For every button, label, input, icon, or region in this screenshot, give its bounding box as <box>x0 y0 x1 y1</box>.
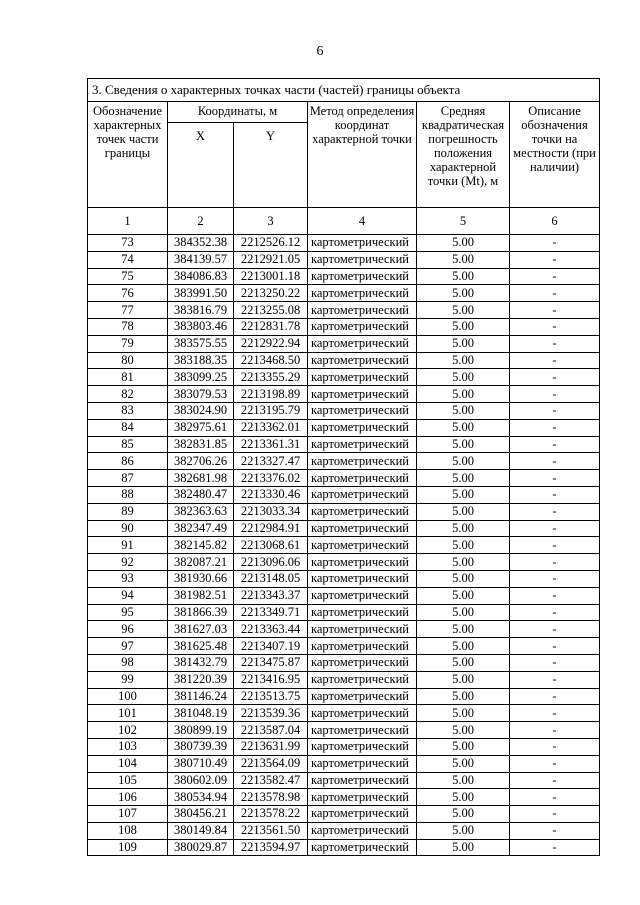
cell-error: 5.00 <box>417 688 510 705</box>
cell-coord-x: 380710.49 <box>168 755 234 772</box>
cell-method: картометрический <box>308 537 417 554</box>
cell-description: - <box>510 520 600 537</box>
cell-coord-y: 2213363.44 <box>234 621 308 638</box>
cell-point-number: 76 <box>88 285 168 302</box>
cell-error: 5.00 <box>417 822 510 839</box>
cell-coord-x: 380456.21 <box>168 806 234 823</box>
cell-error: 5.00 <box>417 318 510 335</box>
header-y: Y <box>234 123 308 208</box>
cell-error: 5.00 <box>417 486 510 503</box>
cell-method: картометрический <box>308 688 417 705</box>
cell-point-number: 97 <box>88 638 168 655</box>
cell-method: картометрический <box>308 654 417 671</box>
table-row <box>88 604 600 621</box>
cell-point-number: 85 <box>88 436 168 453</box>
cell-coord-y: 2213068.61 <box>234 537 308 554</box>
cell-method: картометрический <box>308 235 417 252</box>
cell-method: картометрический <box>308 722 417 739</box>
cell-coord-x: 380602.09 <box>168 772 234 789</box>
cell-coord-x: 382145.82 <box>168 537 234 554</box>
cell-error: 5.00 <box>417 722 510 739</box>
cell-coord-y: 2213343.37 <box>234 587 308 604</box>
cell-error: 5.00 <box>417 621 510 638</box>
cell-point-number: 103 <box>88 738 168 755</box>
cell-coord-y: 2212922.94 <box>234 335 308 352</box>
cell-coord-x: 383188.35 <box>168 352 234 369</box>
column-number-4: 4 <box>308 208 417 235</box>
cell-point-number: 79 <box>88 335 168 352</box>
cell-description: - <box>510 621 600 638</box>
cell-coord-x: 383099.25 <box>168 369 234 386</box>
cell-method: картометрический <box>308 402 417 419</box>
table-row <box>88 688 600 705</box>
cell-description: - <box>510 705 600 722</box>
cell-description: - <box>510 755 600 772</box>
cell-coord-y: 2213033.34 <box>234 503 308 520</box>
cell-method: картометрический <box>308 839 417 856</box>
cell-error: 5.00 <box>417 386 510 403</box>
cell-error: 5.00 <box>417 235 510 252</box>
cell-method: картометрический <box>308 486 417 503</box>
cell-method: картометрический <box>308 268 417 285</box>
cell-point-number: 101 <box>88 705 168 722</box>
cell-description: - <box>510 722 600 739</box>
cell-point-number: 87 <box>88 470 168 487</box>
cell-coord-y: 2213587.04 <box>234 722 308 739</box>
cell-method: картометрический <box>308 772 417 789</box>
cell-point-number: 88 <box>88 486 168 503</box>
cell-coord-x: 384139.57 <box>168 251 234 268</box>
cell-coord-y: 2213475.87 <box>234 654 308 671</box>
cell-coord-x: 382480.47 <box>168 486 234 503</box>
cell-error: 5.00 <box>417 335 510 352</box>
cell-method: картометрический <box>308 621 417 638</box>
cell-error: 5.00 <box>417 705 510 722</box>
cell-point-number: 93 <box>88 570 168 587</box>
cell-point-number: 80 <box>88 352 168 369</box>
cell-coord-y: 2212921.05 <box>234 251 308 268</box>
cell-method: картометрический <box>308 520 417 537</box>
cell-point-number: 91 <box>88 537 168 554</box>
cell-point-number: 73 <box>88 235 168 252</box>
header-coordinates: Координаты, м <box>168 102 308 123</box>
cell-coord-x: 383803.46 <box>168 318 234 335</box>
table-row <box>88 570 600 587</box>
cell-error: 5.00 <box>417 587 510 604</box>
cell-coord-x: 382087.21 <box>168 554 234 571</box>
cell-description: - <box>510 638 600 655</box>
cell-coord-y: 2213376.02 <box>234 470 308 487</box>
cell-coord-x: 382975.61 <box>168 419 234 436</box>
cell-error: 5.00 <box>417 352 510 369</box>
cell-coord-x: 383575.55 <box>168 335 234 352</box>
cell-coord-y: 2213327.47 <box>234 453 308 470</box>
cell-description: - <box>510 318 600 335</box>
header-x: X <box>168 123 234 208</box>
cell-point-number: 96 <box>88 621 168 638</box>
cell-coord-y: 2213582.47 <box>234 772 308 789</box>
cell-description: - <box>510 503 600 520</box>
cell-method: картометрический <box>308 587 417 604</box>
cell-coord-x: 381048.19 <box>168 705 234 722</box>
table-row <box>88 638 600 655</box>
table-row <box>88 822 600 839</box>
cell-coord-x: 381866.39 <box>168 604 234 621</box>
table-row <box>88 235 600 252</box>
cell-point-number: 107 <box>88 806 168 823</box>
boundary-points-table <box>87 78 600 856</box>
table-row <box>88 285 600 302</box>
cell-coord-x: 381625.48 <box>168 638 234 655</box>
cell-coord-y: 2213250.22 <box>234 285 308 302</box>
cell-error: 5.00 <box>417 268 510 285</box>
cell-coord-x: 381146.24 <box>168 688 234 705</box>
table-row <box>88 621 600 638</box>
cell-method: картометрический <box>308 638 417 655</box>
cell-method: картометрический <box>308 453 417 470</box>
cell-coord-y: 2213195.79 <box>234 402 308 419</box>
cell-method: картометрический <box>308 251 417 268</box>
cell-point-number: 105 <box>88 772 168 789</box>
cell-error: 5.00 <box>417 554 510 571</box>
cell-method: картометрический <box>308 352 417 369</box>
cell-coord-y: 2213561.50 <box>234 822 308 839</box>
cell-coord-x: 380739.39 <box>168 738 234 755</box>
table-row <box>88 268 600 285</box>
cell-error: 5.00 <box>417 671 510 688</box>
cell-error: 5.00 <box>417 369 510 386</box>
cell-coord-x: 383024.90 <box>168 402 234 419</box>
table-row <box>88 352 600 369</box>
table-row <box>88 251 600 268</box>
cell-coord-y: 2213096.06 <box>234 554 308 571</box>
cell-coord-x: 382831.85 <box>168 436 234 453</box>
cell-coord-x: 380899.19 <box>168 722 234 739</box>
cell-description: - <box>510 671 600 688</box>
cell-point-number: 82 <box>88 386 168 403</box>
cell-method: картометрический <box>308 419 417 436</box>
cell-coord-y: 2213148.05 <box>234 570 308 587</box>
cell-coord-x: 381627.03 <box>168 621 234 638</box>
cell-description: - <box>510 470 600 487</box>
cell-coord-x: 381982.51 <box>168 587 234 604</box>
table-row <box>88 503 600 520</box>
table-row <box>88 722 600 739</box>
cell-description: - <box>510 335 600 352</box>
cell-error: 5.00 <box>417 638 510 655</box>
cell-point-number: 86 <box>88 453 168 470</box>
cell-description: - <box>510 688 600 705</box>
cell-error: 5.00 <box>417 654 510 671</box>
cell-error: 5.00 <box>417 738 510 755</box>
cell-point-number: 108 <box>88 822 168 839</box>
cell-point-number: 106 <box>88 789 168 806</box>
column-number-3: 3 <box>234 208 308 235</box>
cell-point-number: 77 <box>88 302 168 319</box>
cell-method: картометрический <box>308 470 417 487</box>
header-designation: Обозначение характерных точек части границы <box>88 102 168 208</box>
cell-coord-x: 381220.39 <box>168 671 234 688</box>
cell-description: - <box>510 268 600 285</box>
table-row <box>88 554 600 571</box>
cell-coord-y: 2213539.36 <box>234 705 308 722</box>
column-number-6: 6 <box>510 208 600 235</box>
cell-method: картометрический <box>308 671 417 688</box>
cell-method: картометрический <box>308 705 417 722</box>
cell-coord-x: 382363.63 <box>168 503 234 520</box>
cell-method: картометрический <box>308 436 417 453</box>
cell-method: картометрический <box>308 302 417 319</box>
cell-coord-y: 2213564.09 <box>234 755 308 772</box>
cell-coord-y: 2213349.71 <box>234 604 308 621</box>
cell-coord-y: 2213631.99 <box>234 738 308 755</box>
cell-description: - <box>510 789 600 806</box>
table-row <box>88 839 600 856</box>
table-row <box>88 587 600 604</box>
cell-error: 5.00 <box>417 537 510 554</box>
table-row <box>88 453 600 470</box>
table-row <box>88 436 600 453</box>
cell-point-number: 75 <box>88 268 168 285</box>
table-row <box>88 335 600 352</box>
cell-point-number: 92 <box>88 554 168 571</box>
cell-point-number: 98 <box>88 654 168 671</box>
cell-description: - <box>510 419 600 436</box>
table-row <box>88 806 600 823</box>
cell-point-number: 74 <box>88 251 168 268</box>
cell-point-number: 81 <box>88 369 168 386</box>
cell-coord-x: 381432.79 <box>168 654 234 671</box>
cell-error: 5.00 <box>417 839 510 856</box>
table-row <box>88 486 600 503</box>
column-number-2: 2 <box>168 208 234 235</box>
cell-method: картометрический <box>308 318 417 335</box>
cell-point-number: 78 <box>88 318 168 335</box>
cell-coord-y: 2213407.19 <box>234 638 308 655</box>
cell-method: картометрический <box>308 386 417 403</box>
table-row <box>88 302 600 319</box>
cell-coord-y: 2212526.12 <box>234 235 308 252</box>
cell-coord-x: 383079.53 <box>168 386 234 403</box>
table-row <box>88 755 600 772</box>
header-method: Метод определения координат характерной точки <box>308 102 417 208</box>
cell-description: - <box>510 453 600 470</box>
cell-coord-y: 2213355.29 <box>234 369 308 386</box>
table-row <box>88 402 600 419</box>
cell-coord-x: 383991.50 <box>168 285 234 302</box>
table-row <box>88 654 600 671</box>
cell-description: - <box>510 369 600 386</box>
cell-coord-y: 2213578.22 <box>234 806 308 823</box>
cell-coord-y: 2213468.50 <box>234 352 308 369</box>
table-row <box>88 537 600 554</box>
cell-coord-x: 380534.94 <box>168 789 234 806</box>
table-row <box>88 671 600 688</box>
table-row <box>88 772 600 789</box>
header-description: Описание обозначения точки на местности (при наличии) <box>510 102 600 208</box>
cell-point-number: 104 <box>88 755 168 772</box>
cell-point-number: 84 <box>88 419 168 436</box>
column-number-1: 1 <box>88 208 168 235</box>
cell-method: картометрический <box>308 369 417 386</box>
cell-description: - <box>510 554 600 571</box>
cell-description: - <box>510 570 600 587</box>
cell-point-number: 99 <box>88 671 168 688</box>
cell-method: картометрический <box>308 755 417 772</box>
cell-error: 5.00 <box>417 806 510 823</box>
column-number-5: 5 <box>417 208 510 235</box>
table-row <box>88 789 600 806</box>
table-row <box>88 386 600 403</box>
cell-coord-x: 383816.79 <box>168 302 234 319</box>
cell-coord-y: 2213255.08 <box>234 302 308 319</box>
cell-method: картометрический <box>308 503 417 520</box>
cell-description: - <box>510 839 600 856</box>
cell-coord-x: 381930.66 <box>168 570 234 587</box>
table-row <box>88 738 600 755</box>
table-row <box>88 470 600 487</box>
cell-description: - <box>510 352 600 369</box>
cell-error: 5.00 <box>417 419 510 436</box>
cell-error: 5.00 <box>417 285 510 302</box>
cell-error: 5.00 <box>417 453 510 470</box>
cell-error: 5.00 <box>417 772 510 789</box>
cell-point-number: 100 <box>88 688 168 705</box>
cell-description: - <box>510 654 600 671</box>
cell-coord-x: 380149.84 <box>168 822 234 839</box>
cell-description: - <box>510 285 600 302</box>
cell-point-number: 90 <box>88 520 168 537</box>
cell-method: картометрический <box>308 570 417 587</box>
cell-description: - <box>510 251 600 268</box>
cell-coord-x: 384352.38 <box>168 235 234 252</box>
cell-coord-y: 2212831.78 <box>234 318 308 335</box>
cell-coord-x: 382706.26 <box>168 453 234 470</box>
cell-coord-y: 2213198.89 <box>234 386 308 403</box>
cell-method: картометрический <box>308 806 417 823</box>
cell-point-number: 94 <box>88 587 168 604</box>
cell-coord-y: 2213361.31 <box>234 436 308 453</box>
cell-description: - <box>510 604 600 621</box>
cell-coord-x: 382681.98 <box>168 470 234 487</box>
table-row <box>88 419 600 436</box>
cell-error: 5.00 <box>417 520 510 537</box>
cell-description: - <box>510 822 600 839</box>
cell-coord-y: 2213362.01 <box>234 419 308 436</box>
table-row <box>88 520 600 537</box>
cell-coord-y: 2213416.95 <box>234 671 308 688</box>
cell-coord-x: 380029.87 <box>168 839 234 856</box>
cell-description: - <box>510 738 600 755</box>
page-number: 6 <box>316 44 324 59</box>
cell-description: - <box>510 436 600 453</box>
cell-point-number: 83 <box>88 402 168 419</box>
cell-description: - <box>510 235 600 252</box>
cell-point-number: 89 <box>88 503 168 520</box>
cell-point-number: 102 <box>88 722 168 739</box>
table-row <box>88 318 600 335</box>
cell-method: картометрический <box>308 822 417 839</box>
cell-description: - <box>510 386 600 403</box>
cell-description: - <box>510 806 600 823</box>
table-row <box>88 369 600 386</box>
cell-error: 5.00 <box>417 789 510 806</box>
cell-error: 5.00 <box>417 503 510 520</box>
cell-error: 5.00 <box>417 470 510 487</box>
cell-coord-y: 2213578.98 <box>234 789 308 806</box>
cell-point-number: 109 <box>88 839 168 856</box>
cell-coord-y: 2212984.91 <box>234 520 308 537</box>
header-error: Средняя квадратическая погрешность положения характерной точки (Mt), м <box>417 102 510 208</box>
cell-description: - <box>510 302 600 319</box>
cell-description: - <box>510 402 600 419</box>
section-title: 3. Сведения о характерных точках части (частей) границы объекта <box>88 79 600 102</box>
cell-method: картометрический <box>308 285 417 302</box>
cell-error: 5.00 <box>417 436 510 453</box>
cell-method: картометрический <box>308 554 417 571</box>
cell-method: картометрический <box>308 789 417 806</box>
cell-coord-y: 2213594.97 <box>234 839 308 856</box>
cell-coord-y: 2213330.46 <box>234 486 308 503</box>
cell-method: картометрический <box>308 738 417 755</box>
cell-point-number: 95 <box>88 604 168 621</box>
cell-description: - <box>510 772 600 789</box>
cell-coord-y: 2213001.18 <box>234 268 308 285</box>
cell-description: - <box>510 486 600 503</box>
cell-coord-x: 382347.49 <box>168 520 234 537</box>
cell-error: 5.00 <box>417 604 510 621</box>
cell-error: 5.00 <box>417 755 510 772</box>
cell-error: 5.00 <box>417 251 510 268</box>
cell-description: - <box>510 537 600 554</box>
cell-description: - <box>510 587 600 604</box>
cell-error: 5.00 <box>417 302 510 319</box>
cell-coord-x: 384086.83 <box>168 268 234 285</box>
cell-error: 5.00 <box>417 570 510 587</box>
cell-coord-y: 2213513.75 <box>234 688 308 705</box>
cell-method: картометрический <box>308 604 417 621</box>
table-row <box>88 705 600 722</box>
cell-error: 5.00 <box>417 402 510 419</box>
cell-method: картометрический <box>308 335 417 352</box>
